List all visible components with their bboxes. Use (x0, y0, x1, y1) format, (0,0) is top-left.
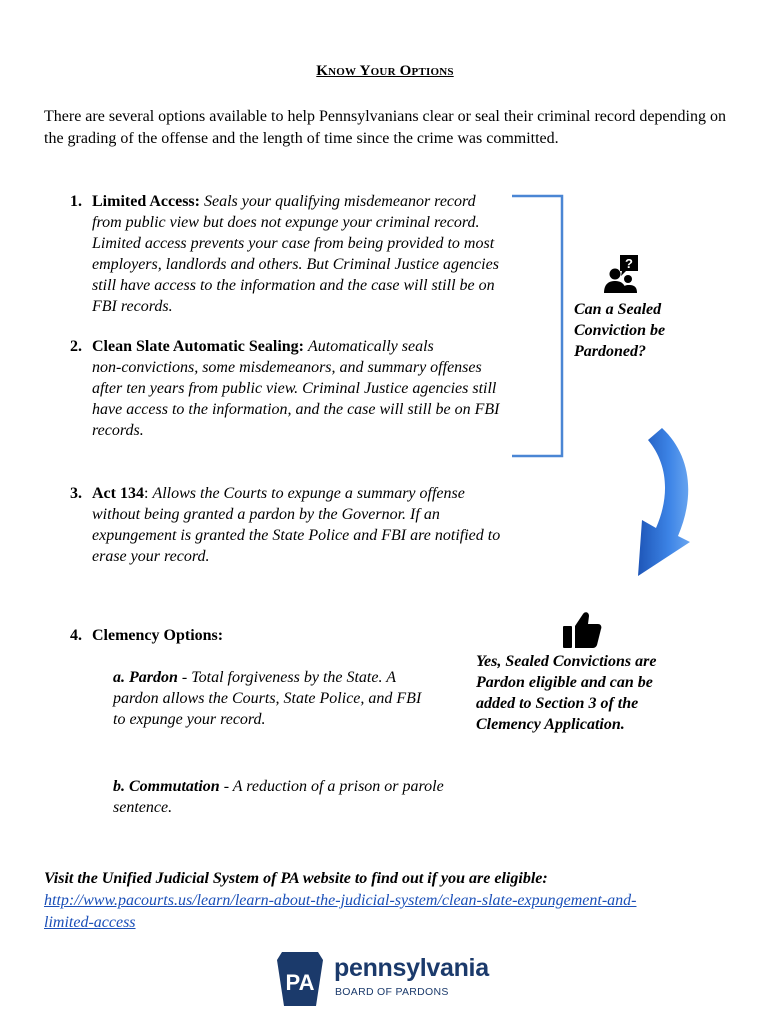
option-text-line: have access to the information, and the case will still be on FBI (92, 401, 500, 418)
callout-line: Pardon eligible and can be (476, 674, 653, 691)
option-number: 4. (70, 627, 82, 644)
option-text-line: still have access to the information and the case will still be on (92, 277, 495, 294)
sub-option-text-line: Total forgiveness by the State. A (191, 669, 396, 686)
page-title: Know Your Options (316, 63, 454, 79)
sub-option-pardon (113, 667, 473, 730)
eligibility-link[interactable]: http://www.pacourts.us/learn/learn-about-the-judicial-system/clean-slate-expungement-and- (44, 892, 637, 909)
option-text-line: non-convictions, some misdemeanors, and summary offenses (92, 359, 482, 376)
option-text-line: erase your record. (92, 548, 210, 565)
sub-option-name: a. Pardon (113, 669, 178, 686)
logo-name: pennsylvania (334, 954, 489, 982)
callout-line: Yes, Sealed Convictions are (476, 653, 657, 670)
footer-note (44, 868, 744, 934)
callout-line: Can a Sealed (574, 301, 662, 318)
option-name: Limited Access: (92, 193, 200, 210)
sub-option-text-line: pardon allows the Courts, State Police, and FBI (113, 690, 422, 707)
option-text-line: Automatically seals (308, 338, 434, 355)
option-separator: : (143, 485, 153, 502)
logo-subtitle: BOARD OF PARDONS (335, 986, 449, 998)
option-name: Clean Slate Automatic Sealing: (92, 338, 304, 355)
callout-line: Clemency Application. (476, 716, 625, 733)
sub-option-text-line: sentence. (113, 799, 173, 816)
curved-arrow-icon (612, 424, 702, 584)
callout-answer (476, 651, 716, 735)
option-number: 1. (70, 193, 82, 210)
sub-option-separator: - (177, 669, 192, 686)
option-text-line: expungement is granted the State Police and FBI are notified to (92, 527, 501, 544)
option-text-line: Allows the Courts to expunge a summary offense (152, 485, 465, 502)
sub-option-text-line: to expunge your record. (113, 711, 266, 728)
bracket-line (508, 194, 568, 460)
svg-text:?: ? (625, 256, 633, 271)
option-number: 2. (70, 338, 82, 355)
sub-option-separator: - (219, 778, 233, 795)
option-text-line: Seals your qualifying misdemeanor record (203, 193, 476, 210)
thumbs-up-icon (561, 610, 603, 650)
option-name: Act 134 (92, 485, 144, 502)
callout-line: Pardoned? (574, 343, 646, 360)
option-text-line: employers, landlords and others. But Criminal Justice agencies (92, 256, 499, 273)
option-name: Clemency Options: (92, 627, 224, 644)
sub-option-commutation (113, 776, 513, 818)
option-number: 3. (70, 485, 82, 502)
keystone-label: PA (285, 970, 315, 995)
footer-text: Visit the Unified Judicial System of PA website to find out if you are eligible: (44, 870, 548, 887)
intro-paragraph: There are several options available to help Pennsylvanians clear or seal their criminal record depending on the grading of the offense and the length of time since the crime was committed. (44, 108, 726, 147)
person-question-icon (600, 253, 642, 295)
option-clean-slate (70, 336, 550, 441)
option-act-134 (70, 483, 560, 567)
sub-option-text-line: A reduction of a prison or parole (232, 778, 444, 795)
option-text-line: from public view but does not expunge your criminal record. (92, 214, 480, 231)
callout-line: added to Section 3 of the (476, 695, 639, 712)
option-text-line: Limited access prevents your case from being provided to most (92, 235, 495, 252)
option-text-line: without being granted a pardon by the Governor. If an (92, 506, 440, 523)
callout-question (574, 299, 754, 362)
option-text-line: records. (92, 422, 144, 439)
option-text-line: after ten years from public view. Criminal Justice agencies still (92, 380, 497, 397)
eligibility-link-continued[interactable]: limited-access (44, 914, 136, 931)
pa-board-of-pardons-logo (276, 950, 506, 1010)
option-limited-access (70, 191, 550, 317)
callout-line: Conviction be (574, 322, 666, 339)
keystone-icon (276, 950, 324, 1008)
option-text-line: FBI records. (92, 298, 173, 315)
option-clemency (70, 625, 470, 646)
sub-option-name: b. Commutation (113, 778, 220, 795)
